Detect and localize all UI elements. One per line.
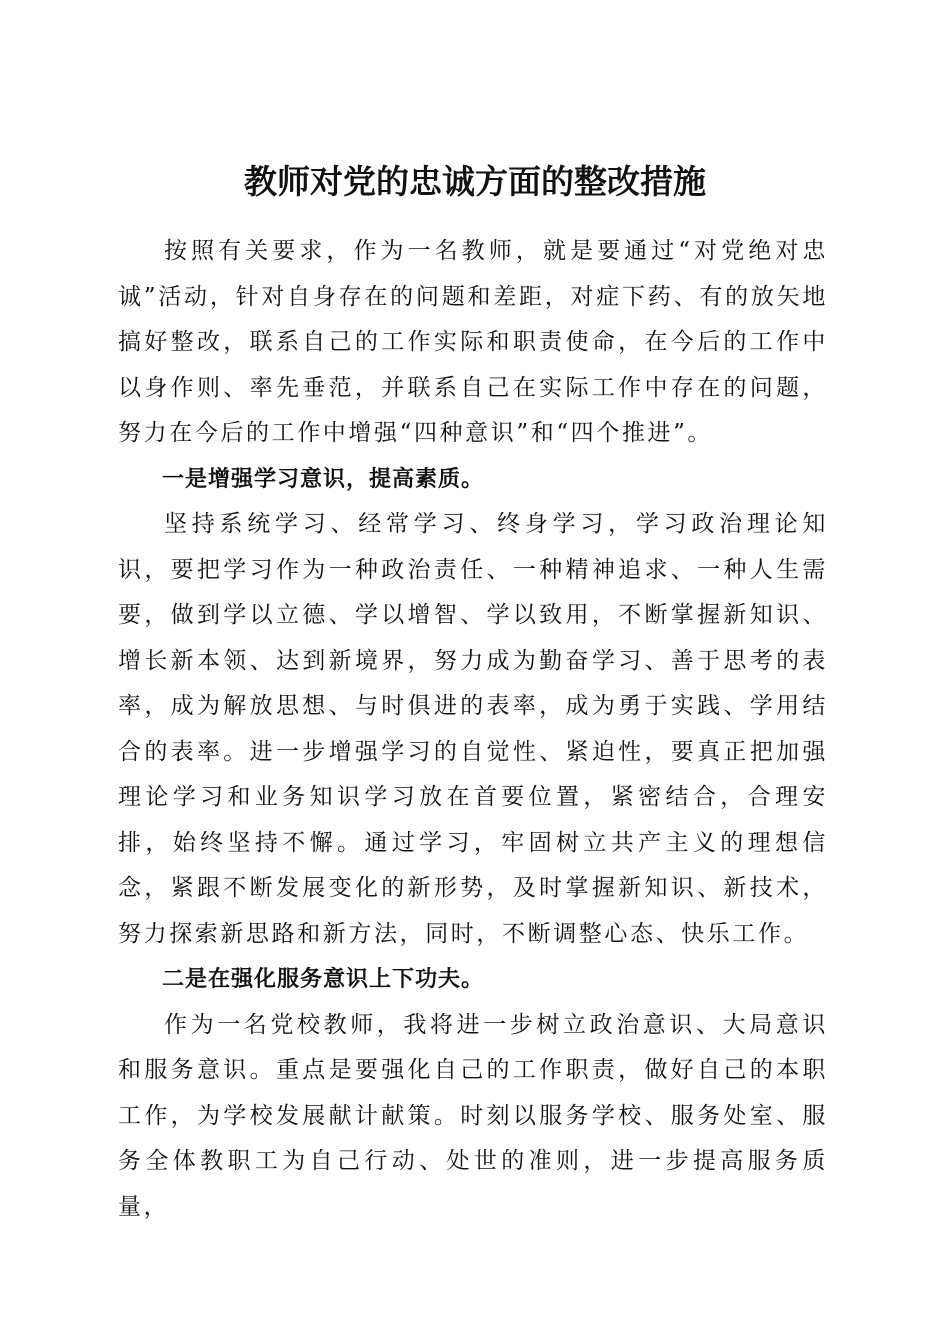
document-body — [118, 229, 828, 1230]
document-title: 教师对党的忠诚方面的整改措施 — [244, 162, 706, 202]
section-heading-2: 二是在强化服务意识上下功夫。 — [162, 966, 485, 992]
section-1-paragraph: 坚持系统学习、经常学习、终身学习，学习政治理论知识，要把学习作为一种政治责任、一种精神追求、一种人生需要，做到学以立德、学以增智、学以致用，不断掌握新知识、增长新本领、达到新境界，努力成为勤奋学习、善于思考的表率，成为解放思想、与时俱进的表率，成为勇于实践、学用结合的表率。进一步增强学习的自觉性、紧迫性，要真正把加强理论学习和业务知识学习放在首要位置，紧密结合，合理安排，始终坚持不懈。通过学习，牢固树立共产主义的理想信念，紧跟不断发展变化的新形势，及时掌握新知识、新技术，努力探索新思路和新方法，同时，不断调整心态、快乐工作。 — [118, 511, 828, 947]
section-heading-1: 一是增强学习意识，提高素质。 — [162, 465, 485, 492]
intro-paragraph: 按照有关要求，作为一名教师，就是要通过“对党绝对忠诚”活动，针对自身存在的问题和差距，对症下药、有的放矢地搞好整改，联系自己的工作实际和职责使命，在今后的工作中以身作则、率先垂范，并联系自己在实际工作中存在的问题，努力在今后的工作中增强“四种意识”和“四个推进”。 — [118, 238, 828, 446]
section-2-paragraph: 作为一名党校教师，我将进一步树立政治意识、大局意识和服务意识。重点是要强化自己的工作职责，做好自己的本职工作，为学校发展献计献策。时刻以服务学校、服务处室、服务全体教职工为自己行动、处世的准则，进一步提高服务质量， — [118, 1011, 828, 1220]
